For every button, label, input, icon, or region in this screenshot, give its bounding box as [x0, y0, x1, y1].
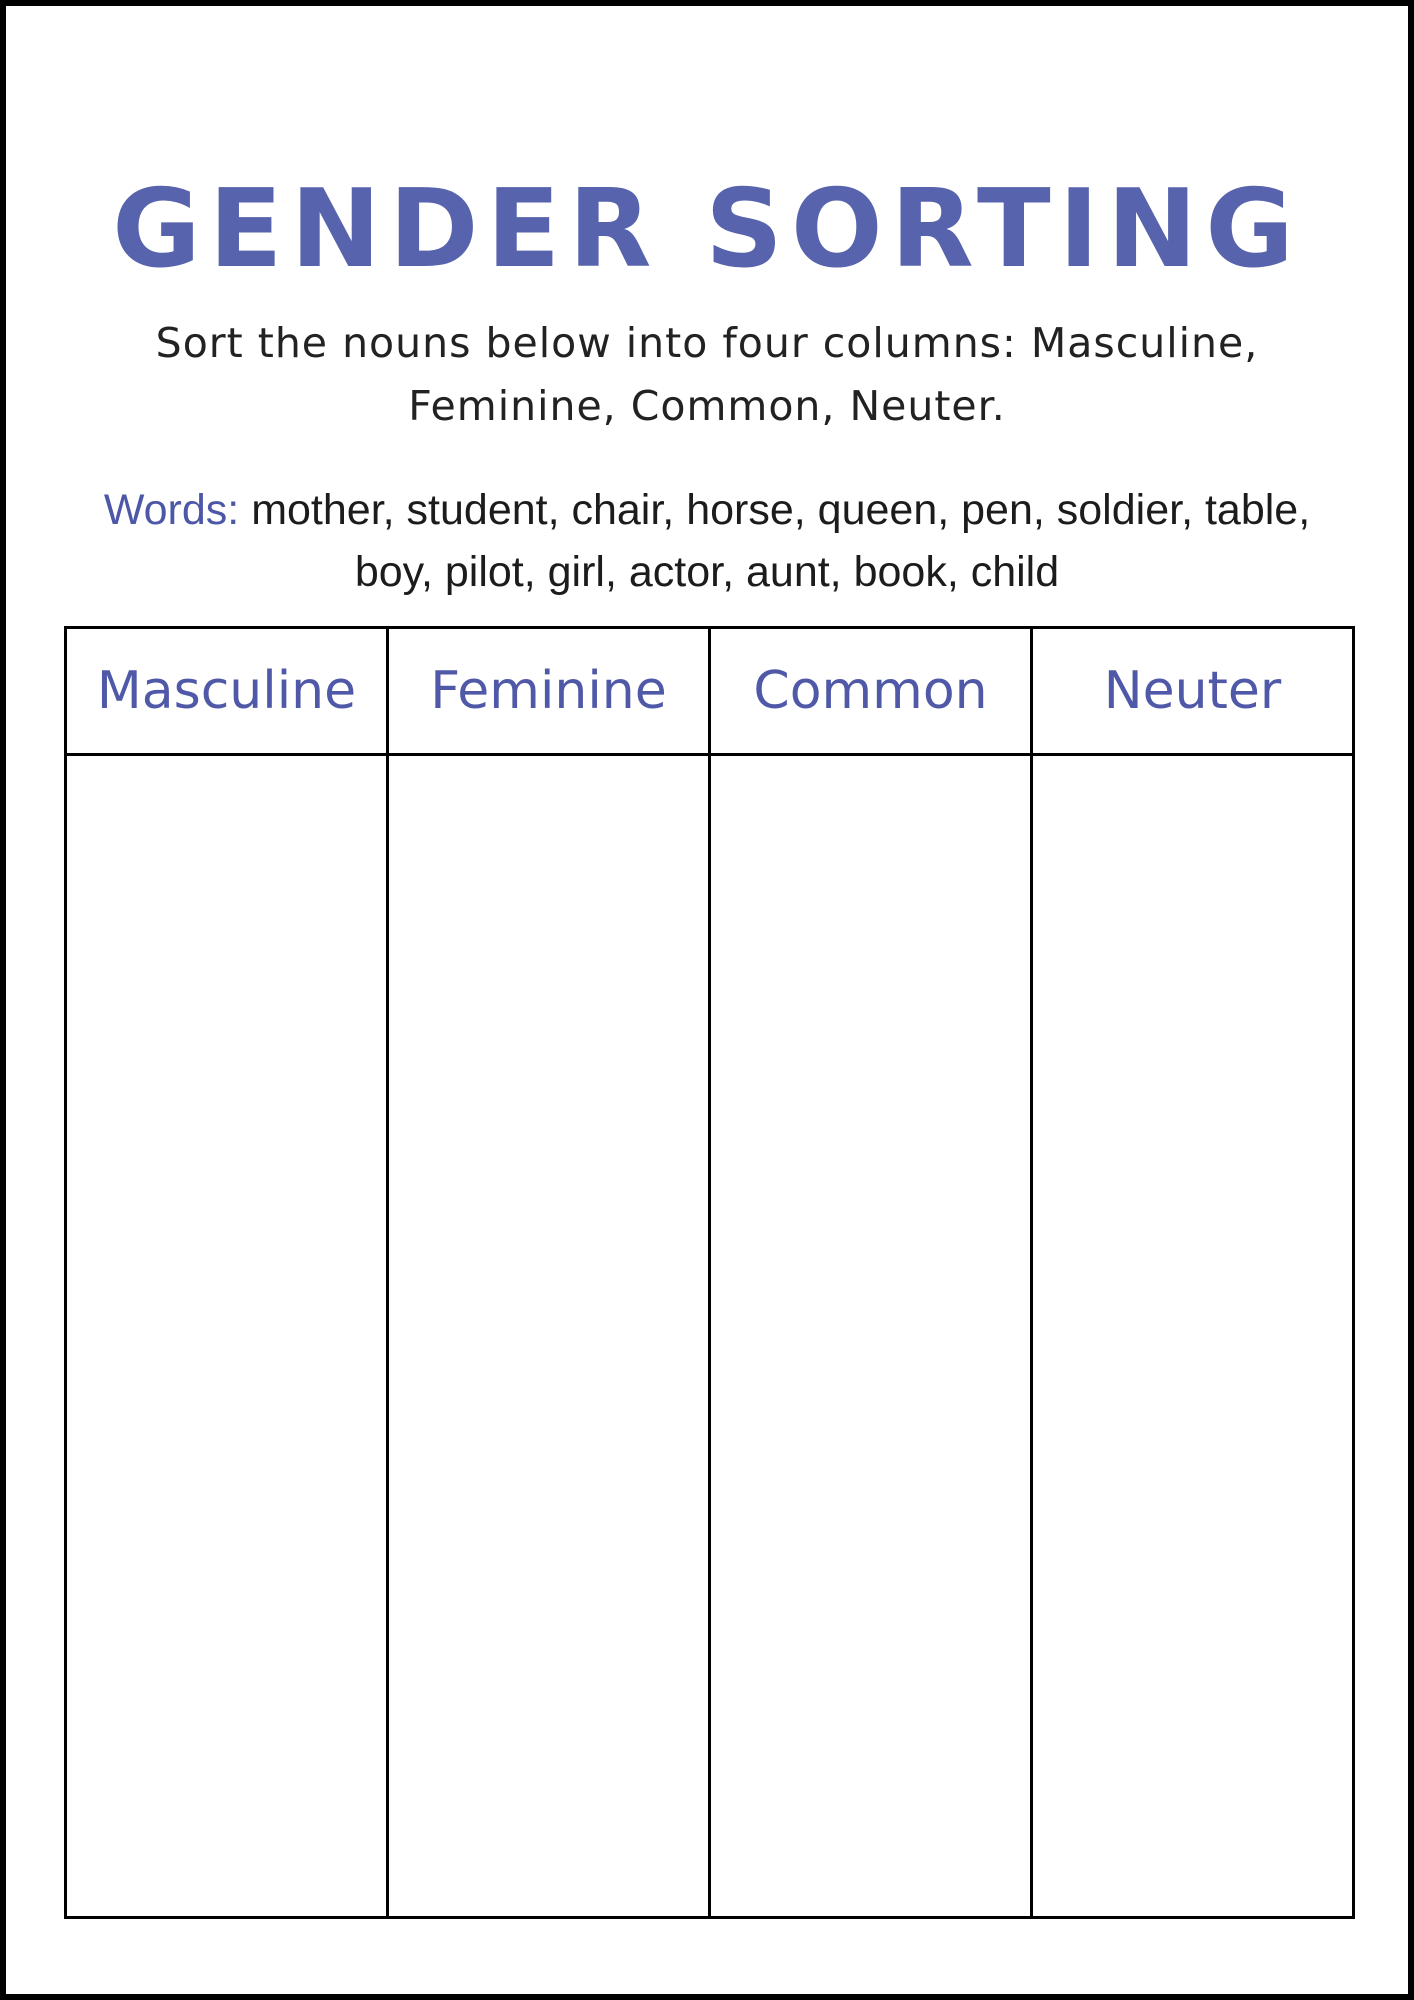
column-header-common: Common [711, 629, 1030, 756]
column-answer-area-neuter[interactable] [1033, 756, 1352, 1916]
column-answer-area-common[interactable] [711, 756, 1030, 1916]
column-common [711, 629, 1033, 1916]
instructions-text: Sort the nouns below into four columns: Masculine, Feminine, Common, Neuter. [155, 319, 1259, 430]
column-answer-area-masculine[interactable] [67, 756, 386, 1916]
column-masculine [67, 629, 389, 1916]
column-header-neuter: Neuter [1033, 629, 1352, 756]
word-list-items: mother, student, chair, horse, queen, pen, soldier, table, boy, pilot, girl, actor, aunt, book, child [251, 486, 1311, 596]
column-feminine [389, 629, 711, 1916]
column-answer-area-feminine[interactable] [389, 756, 708, 1916]
column-header-masculine: Masculine [67, 629, 386, 756]
word-list [66, 479, 1348, 603]
word-list-label: Words: [103, 486, 240, 534]
sorting-table [64, 626, 1355, 1919]
page-title: GENDER SORTING [112, 167, 1302, 293]
column-neuter [1033, 629, 1352, 1916]
column-header-feminine: Feminine [389, 629, 708, 756]
